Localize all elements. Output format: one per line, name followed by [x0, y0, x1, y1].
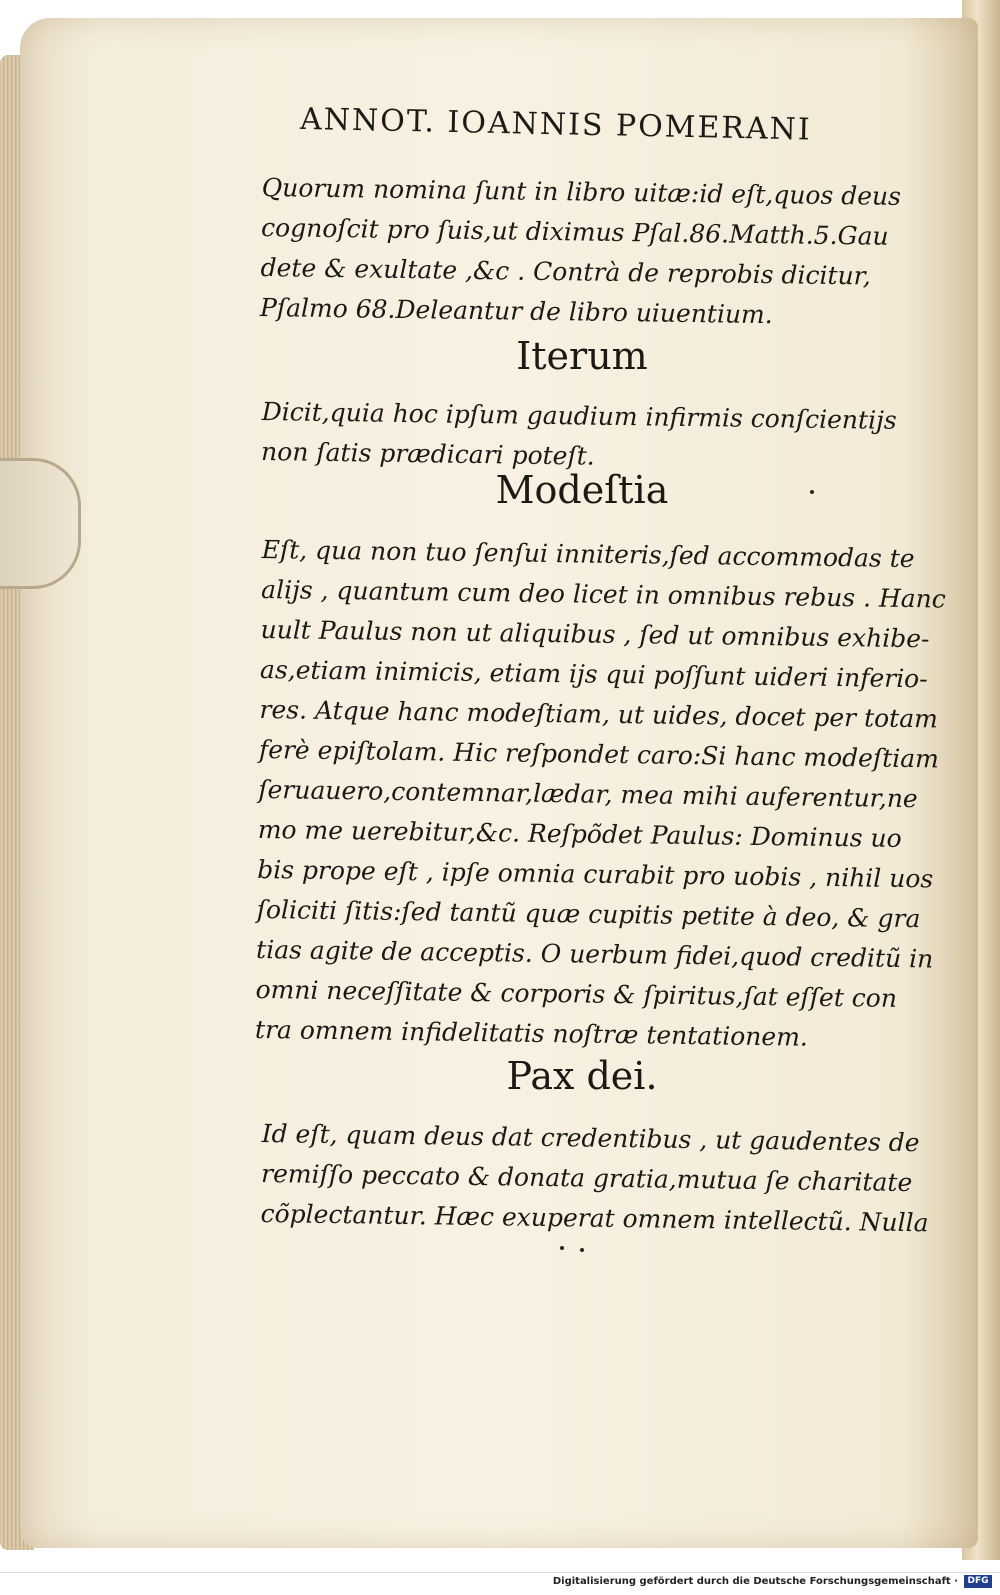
text-line: non ſatis prædicari poteſt. [260, 436, 595, 471]
heading-modestia: Modeſtia [495, 468, 669, 512]
heading-iterum: Iterum [516, 334, 648, 378]
text-line: res. Atque hanc modeſtiam, ut uides, docet per totam [259, 694, 939, 734]
text-line: remiſſo peccato & donata gratia,mutua ſe charitate [260, 1158, 913, 1198]
text-line: tias agite de acceptis. O uerbum fidei,quod creditũ in [255, 934, 934, 974]
text-line: as,etiam inimicis, etiam ijs qui poſſunt uideri inferio- [259, 654, 928, 694]
text-line: alijs , quantum cum deo licet in omnibus rebus . Hanc [260, 574, 946, 614]
text-line: ſoliciti ſitis:ſed tantũ quæ cupitis petite à deo, & gra [256, 894, 921, 934]
ink-speck [580, 1248, 584, 1252]
text-line: mo me uerebitur,&c. Reſpõdet Paulus: Dominus uo [257, 814, 902, 853]
book-clasp [0, 458, 81, 589]
paragraph-intro [260, 168, 902, 337]
paragraph-pax-dei [260, 1114, 929, 1243]
text-line: Pſalmo 68.Deleantur de libro uiuentium. [259, 292, 773, 330]
text-line: bis prope eſt , ipſe omnia curabit pro uobis , nihil uos [257, 854, 934, 894]
text-line: dete & exultate ,&c . Contrà de reprobis dicitur, [260, 252, 872, 291]
heading-pax-dei: Pax dei. [506, 1054, 658, 1098]
text-line: uult Paulus non ut aliquibus , ſed ut omnibus exhibe- [260, 614, 930, 654]
ink-speck [560, 1246, 564, 1250]
text-line: Quorum nomina ſunt in libro uitæ:id eſt,quos deus [261, 172, 902, 211]
text-line: omni neceſſitate & corporis & ſpiritus,ſat eſſet con [255, 974, 898, 1013]
text-line: Id eſt, quam deus dat credentibus , ut gaudentes de [261, 1118, 920, 1158]
ink-speck [810, 490, 814, 494]
text-line: cõplectantur. Hæc exuperat omnem intellectũ. Nulla [260, 1198, 929, 1238]
text-line: ferè epiſtolam. Hic reſpondet caro:Si hanc modeſtiam [258, 734, 940, 774]
text-line: ſeruauero,contemnar,lædar, mea mihi auferentur,ne [258, 774, 918, 814]
text-line: cognoſcit pro ſuis,ut diximus Pſal.86.Matth.5.Gau [260, 212, 889, 251]
footer-credit: Digitalisierung gefördert durch die Deutsche Forschungsgemeinschaft · [552, 1576, 958, 1587]
dfg-logo: DFG [964, 1575, 992, 1588]
text-line: Dicit,quia hoc ipſum gaudium infirmis conſcientijs [261, 396, 897, 435]
running-header: ANNOT. IOANNIS POMERANI [299, 101, 813, 148]
text-line: Eſt, qua non tuo ſenſui inniteris,ſed accommodas te [261, 534, 915, 574]
paragraph-modestia [254, 530, 946, 1059]
text-line: tra omnem infidelitatis noſtræ tentationem. [254, 1014, 809, 1052]
